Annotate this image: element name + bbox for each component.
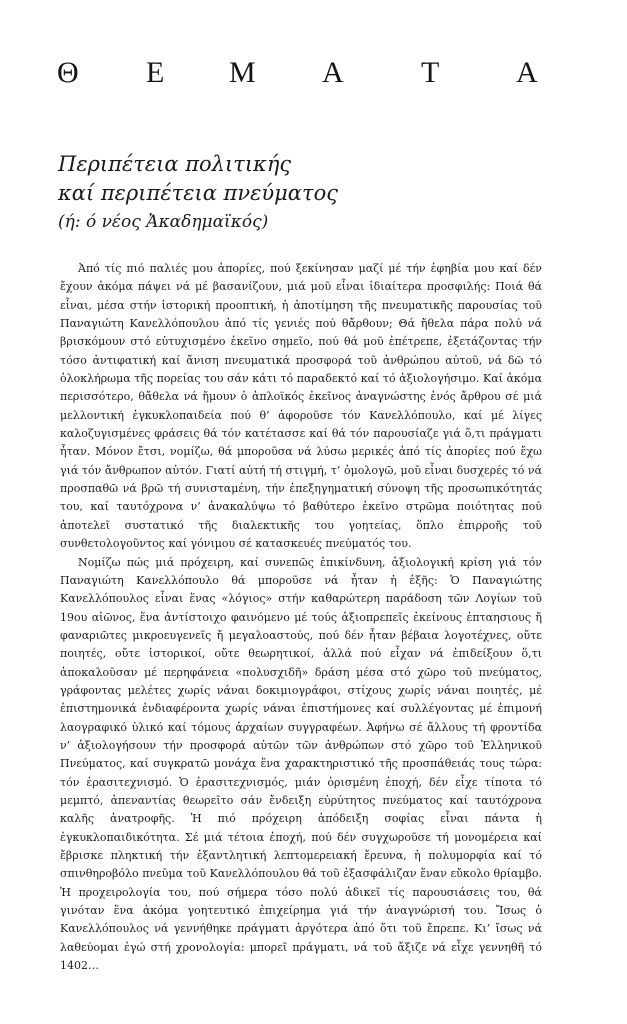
article-title-block	[58, 150, 578, 236]
header-letter: Ε	[146, 56, 165, 89]
body-paragraph: Ἀπό τίς πιό παλιές μου ἀπορίες, πού ξεκίνησαν μαζί μέ τήν ἐφηβία μου καί δέν ἔχουν ἀκόμα πάψει νά μέ βασανίζουν, μιά μοῦ εἶναι ἰδιαίτερα προσφιλής: Ποιά θά εἶναι, μέσα στήν ἱστορική προοπτική, ἡ ἀποτίμηση τῆς πνευματικῆς παρουσίας τοῦ Παναγιώτη Κανελλόπουλου ἀπό τίς γενιές πού θἄρθουν; Θά ἤθελα πάρα πολύ νά βρισκόμουν στό εὐτυχισμένο ἐκεῖνο σημεῖο, πού θά μοῦ ἐπέτρεπε, ἐξετάζοντας τήν τόσο ἀντιφατική καί ἄνιση πνευματικά προσφορά τοῦ ἀνθρώπου αὐτοῦ, νά δῶ τό ὁλοκλήρωμα τῆς πορείας του σάν κάτι τό παραδεκτό καί τό ἀξιολογήσιμο. Καί ἀκόμα περισσότερο, θἄθελα νά ἤμουν ὁ ἁπλοϊκός ἐκεῖνος ἀναγνώστης ἑνός ἄρθρου σέ μιά μελλοντική ἐγκυκλοπαιδεία πού θ’ ἀφοροῦσε τόν Κανελλόπουλο, καί μέ λίγες καλοζυγισμένες φράσεις θά τόν κατέτασσε καί θά τόν παρουσίαζε γιά ὅ,τι πράγματι ἦταν. Μόνον ἔτσι, νομίζω, θά μποροῦσα νά λύσω μερικές ἀπό τίς ἀπορίες πού ἔχω γιά τόν ἄνθρωπον αὐτόν. Γιατί αὐτή τή στιγμή, τ’ ὁμολογῶ, μοῦ εἶναι δυσχερές τό νά προσπαθῶ νά βρῶ τή συνισταμένη, τήν ἐπεξηγηματική σύνοψη τῆς προσωπικότητάς του, καί ταυτόχρονα ν’ ἀνακαλύψω τό βαθύτερο ἐκεῖνο στρῶμα ποιότητας πού ἀποτελεῖ συστατικό τῆς διαλεκτικῆς του γοητείας, ὅπλο ἐπιρροῆς τοῦ συνθετολογοῦντος καί γόνιμου σέ κατασκευές πνεύματός του.	[60, 262, 542, 551]
header-letter: Τ	[421, 56, 440, 89]
article-title-line-1: Περιπέτεια πολιτικής	[58, 152, 292, 176]
section-header	[0, 56, 627, 96]
article-body	[60, 260, 542, 975]
article-title-line-2: καί περιπέτεια πνεύματος	[58, 181, 339, 205]
body-paragraph: Νομίζω πώς μιά πρόχειρη, καί συνεπῶς ἐπικίνδυνη, ἀξιολογική κρίση γιά τόν Παναγιώτη Κανελλόπουλο θά μποροῦσε νά ἦταν ἡ ἑξῆς: Ὁ Παναγιώτης Κανελλόπουλος εἶναι ἕνας «λόγιος» στήν καθαρώτερη παράδοση τῶν Λογίων τοῦ 19ου αἰῶνος, ἕνα ἀντίστοιχο φαινόμενο μέ τούς ἀξιοπρεπεῖς ἐκείνους ἐπταησιους ἤ φαναριῶτες μικροευγενεῖς ἤ μεγαλοαστούς, πού δέν ἦταν βέβαια λογοτέχνες, οὔτε ποιητές, οὔτε ἱστορικοί, οὔτε θεωρητικοί, ἀλλά πού εἶχαν νά ἐπιδείξουν ὅ,τι ἀποκαλοῦσαν μέ περηφάνεια «πολυσχιδῆ» δράση μέσα στό χῶρο τοῦ πνεύματος, γράφοντας μελέτες χωρίς νάναι δοκιμιογράφοι, στίχους χωρίς νάναι ποιητές, μέ ἐπιστημονικά ἐνδιαφέροντα χωρίς νάναι ἐπιστήμονες καί συλλέγοντας μέ ἐπιμονή λαογραφικό ὑλικό καί τόμους ἀρχαίων συγγραφέων. Ἀφήνω σέ ἄλλους τή φροντίδα ν’ ἀξιολογήσουν τήν προσφορά αὐτῶν τῶν ἀνθρώπων στό χῶρο τοῦ Ἑλληνικοῦ Πνεύματος, καί συγκρατῶ μονάχα ἕνα χαρακτηριστικό τῆς προσπάθειάς τους τώρα: τόν ἐρασιτεχνισμό. Ὁ ἐρασιτεχνισμός, μιάν ὁρισμένη ἐποχή, δέν εἶχε τίποτα τό μεμπτό, ἀπεναντίας θεωρεῖτο σάν ἔνδειξη εὐρύτητος πνεύματος καί ταυτόχρονα καλῆς ἀνατροφῆς. Ἡ πιό πρόχειρη ἀπόδειξη σοφίας εἶναι πάντα ἡ ἐγκυκλοπαιδικότητα. Σέ μιά τέτοια ἐποχή, πού δέν συγχωροῦσε τή μονομέρεια καί ἔβρισκε πληκτική τήν ἐξαντλητική λεπτομερειακή ἔρευνα, ἡ πολυμορφία καί τό σπινθηροβόλο πνεῦμα τοῦ Κανελλόπουλου θά τοῦ ἐξασφάλιζαν ἕναν εὔκολο θρίαμβο. Ἡ προχειρολογία του, πού σήμερα τόσο πολύ ἀδικεῖ τίς παρουσιάσεις του, θά γινόταν ἕνα ἀκόμα γοητευτικό ἐπιχείρημα γιά τήν ἀναγνώρισή του. Ἴσως ὁ Κανελλόπουλος νά γεννήθηκε πράγματι ἀργότερα ἀπό ὅτι τοῦ ἔπρεπε. Κι’ ἴσως νά λαθεύομαι ἐγώ στή χρονολογία: μπορεῖ πράγματι, νά τοῦ ἄξιζε νά εἶχε γεννηθῆ τό 1402…	[60, 555, 542, 973]
header-letter: Μ	[229, 56, 256, 89]
article-subtitle: (ή: ό νέος Ἀκαδημαϊκός)	[58, 212, 269, 232]
header-letter: Α	[516, 56, 538, 89]
header-letter: Α	[322, 56, 344, 89]
header-letter: Θ	[57, 56, 79, 89]
